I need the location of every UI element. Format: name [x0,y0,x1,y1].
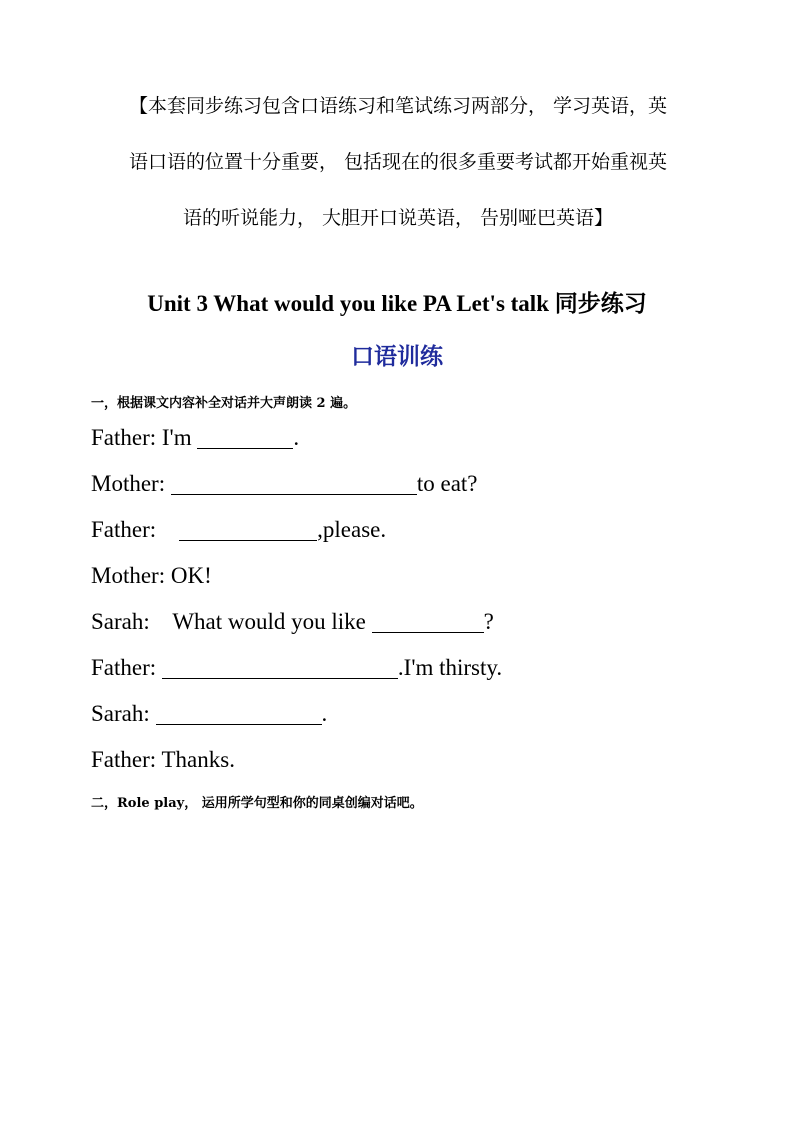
section-2-heading: 二，Role play， 运用所学句型和你的同桌创编对话吧。 [91,796,423,811]
intro-line: 【本套同步练习包含口语练习和笔试练习两部分， 学习英语，英 [128,95,668,117]
dialog-text: .I'm thirsty. [397,655,503,680]
answer-blank[interactable] [156,698,322,725]
answer-blank[interactable] [372,606,484,633]
dialog-exercise [91,420,711,788]
section-subtitle: 口语训练 [351,344,443,370]
dialog-line [91,466,711,512]
dialog-line [91,558,711,604]
intro-line: 语口语的位置十分重要， 包括现在的很多重要考试都开始重视英 [128,151,668,173]
dialog-line [91,604,711,650]
dialog-text: Sarah: [91,701,156,726]
section-1-heading: 一，根据课文内容补全对话并大声朗读 2 遍。 [91,396,357,411]
intro-line: 语的听说能力， 大胆开口说英语， 告别哑巴英语】 [182,207,614,229]
dialog-text: . [293,425,300,450]
dialog-line [91,420,711,466]
dialog-line [91,512,711,558]
dialog-text: Mother: [91,471,171,496]
dialog-text: Father: [91,655,162,680]
dialog-line [91,742,711,788]
intro-paragraph [90,78,706,246]
dialog-line [91,696,711,742]
answer-blank[interactable] [197,422,293,449]
dialog-text: Father: [91,517,180,542]
dialog-text: . [321,701,328,726]
dialog-text: Father: I'm [91,425,198,450]
dialog-text: ,please. [317,517,387,542]
answer-blank[interactable] [179,514,317,541]
dialog-text: Mother: OK! [91,563,212,588]
dialog-line [91,650,711,696]
answer-blank[interactable] [162,652,398,679]
dialog-text: to eat? [416,471,478,496]
dialog-text: Sarah: What would you like [91,609,372,634]
page-title: Unit 3 What would you like PA Let's talk 同步练习 [147,291,647,316]
dialog-text: Father: Thanks. [91,747,235,772]
answer-blank[interactable] [171,468,417,495]
dialog-text: ? [483,609,494,634]
